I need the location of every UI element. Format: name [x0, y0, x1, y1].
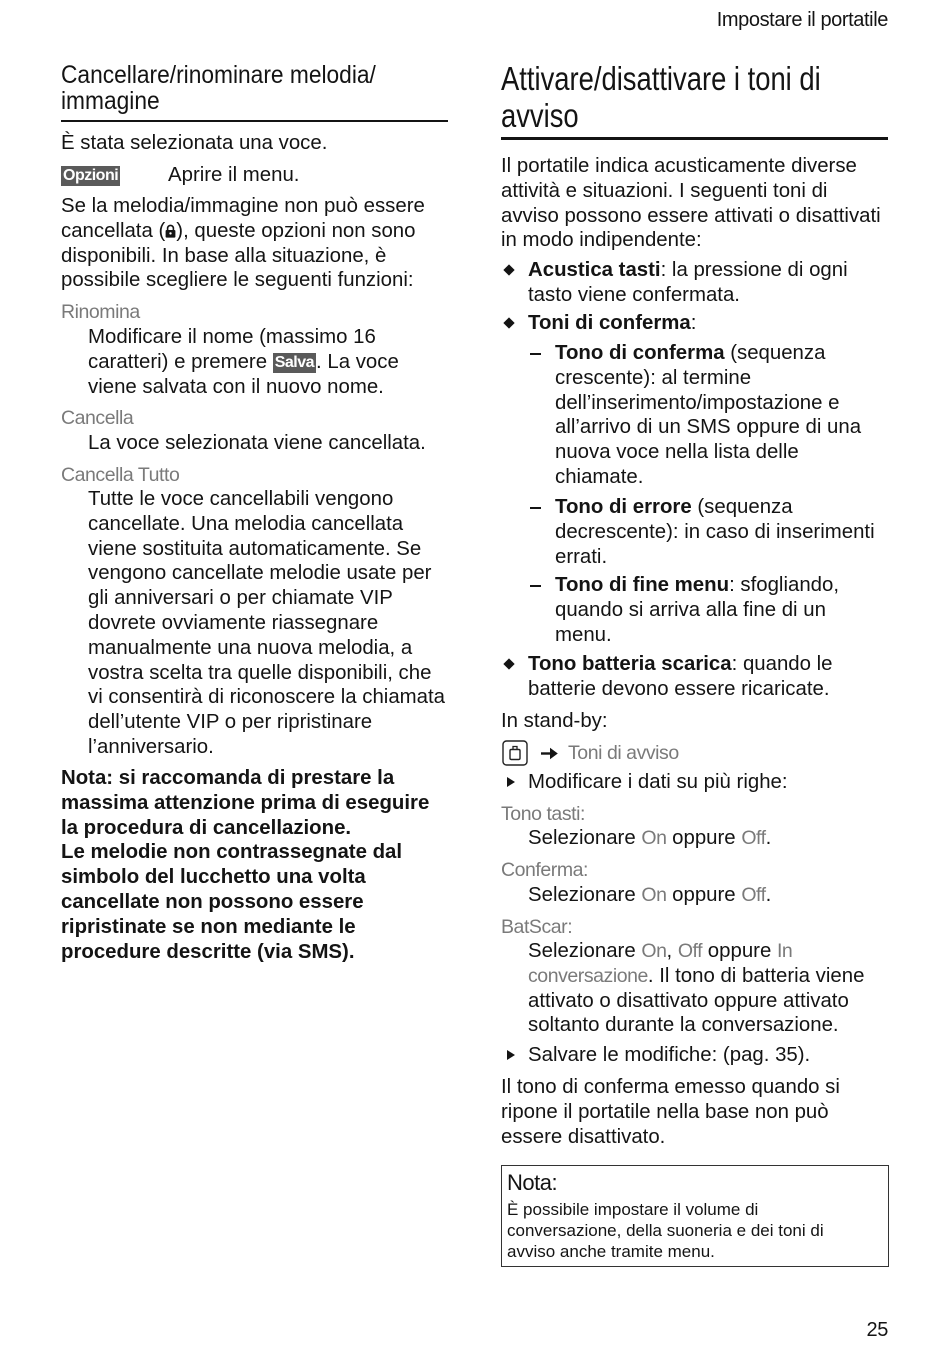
- heading-underline: [61, 120, 448, 122]
- text-run: (sequenza: [724, 342, 826, 364]
- text-line: [88, 561, 445, 586]
- text-line: [61, 766, 429, 791]
- text-run: errati.: [555, 545, 608, 568]
- text-run: avviso possono essere attivati o disattivati: [501, 204, 881, 227]
- menu-option: On: [641, 884, 667, 906]
- text-run: dovrete ovviamente riassegnare: [88, 611, 379, 634]
- text-run: soltanto durante la conversazione.: [528, 1014, 839, 1037]
- bullet-item-toni-conferma: [501, 311, 696, 336]
- text-run: : la pressione di ogni: [660, 259, 848, 281]
- text-line: [61, 244, 425, 269]
- text-run: avviso anche tramite menu.: [507, 1242, 715, 1261]
- setting-description-tono-tasti: [528, 826, 771, 851]
- sub-item-text: [555, 495, 875, 569]
- text-run: Le melodie non contrassegnate dal: [61, 841, 403, 864]
- setting-label-conferma: Conferma:: [501, 859, 588, 881]
- text-line: [555, 545, 875, 570]
- sub-item-text: [555, 573, 839, 647]
- bold-term: Tono batteria scarica: [528, 653, 732, 675]
- text-run: Il tono di conferma emesso quando si: [501, 1076, 840, 1098]
- text-run: quando si arriva alla fine di un: [555, 598, 826, 621]
- text-run: vengono cancellate melodie usate per: [88, 562, 432, 585]
- text-line: [555, 623, 839, 648]
- text-run: cancellata (: [61, 219, 166, 242]
- text-run: possibile scegliere le seguenti funzioni:: [61, 269, 414, 292]
- text-run: È possibile impostare il volume di: [507, 1200, 759, 1219]
- text-line: [88, 710, 445, 735]
- text-line: [61, 219, 425, 244]
- text-line: [555, 415, 861, 440]
- heading-line: avviso: [501, 97, 579, 134]
- note-body: [507, 1199, 888, 1262]
- text-line: [555, 465, 861, 490]
- text-line: [88, 375, 399, 400]
- text-line: [501, 204, 881, 229]
- condition-paragraph: [61, 194, 425, 293]
- bold-term: Acustica tasti: [528, 259, 661, 281]
- setting-description-batscar: [528, 939, 864, 1038]
- section-heading-delete-rename: [61, 62, 376, 114]
- text-line: [555, 440, 861, 465]
- text-line: [61, 791, 429, 816]
- text-line: [528, 939, 864, 964]
- text-line: [528, 283, 848, 308]
- text-run: disponibili. In base alla situazione, è: [61, 244, 387, 267]
- text-run: massima attenzione prima di eseguire: [61, 791, 430, 814]
- text-line: [88, 537, 445, 562]
- sub-item-tono-conferma: [528, 341, 861, 490]
- text-run: chiamate.: [555, 465, 644, 488]
- text-line: [88, 685, 445, 710]
- text-run: ), queste opzioni non sono: [176, 219, 416, 242]
- text-run: l’anniversario.: [88, 735, 214, 758]
- section-heading-alert-tones: [501, 60, 821, 134]
- text-line: [555, 598, 839, 623]
- text-run: cancellate non possono essere: [61, 890, 364, 913]
- text-line: [61, 194, 425, 219]
- text-line: [528, 677, 833, 702]
- step-edit: [501, 770, 788, 795]
- menu-path: [501, 740, 701, 767]
- text-line: [528, 883, 771, 908]
- text-run: .: [765, 827, 772, 849]
- text-run: crescente): al termine: [555, 366, 752, 389]
- standby-text: In stand-by:: [501, 710, 608, 732]
- text-line: [61, 865, 429, 890]
- setting-label-tono-tasti: Tono tasti:: [501, 803, 585, 825]
- intro-paragraph: [501, 154, 881, 253]
- text-run: batterie devono essere ricaricate.: [528, 677, 830, 700]
- text-line: [528, 258, 848, 283]
- option-label-rinomina: Rinomina: [61, 301, 140, 323]
- page-number: 25: [866, 1319, 888, 1341]
- text-line: [501, 1125, 840, 1150]
- text-line: [61, 816, 429, 841]
- text-line: [88, 636, 445, 661]
- text-run: Il portatile indica acusticamente diverse: [501, 155, 857, 177]
- text-run: La voce selezionata viene cancellata.: [88, 432, 426, 454]
- menu-option: In: [776, 940, 793, 962]
- text-line: [88, 325, 399, 350]
- text-line: [555, 366, 861, 391]
- text-line: [555, 573, 839, 598]
- diamond-bullet-icon: [503, 659, 514, 670]
- menu-option: Off: [741, 827, 766, 849]
- text-run: dell’inserimento/impostazione e: [555, 391, 840, 414]
- text-run: in modo indipendente:: [501, 229, 702, 252]
- text-run: manualmente una nuova melodia, a: [88, 636, 413, 659]
- menu-option: Off: [677, 940, 703, 962]
- bold-term: Toni di conferma: [528, 312, 691, 334]
- text-run: . Il tono di batteria viene: [647, 964, 865, 987]
- option-label-cancella-tutto: Cancella Tutto: [61, 464, 180, 486]
- text-run: vostra scelta tra quelle disponibili, che: [88, 661, 432, 684]
- option-description-cancella: [88, 431, 426, 456]
- text-run: Nota: si raccomanda di prestare la: [61, 767, 395, 789]
- step-triangle-icon: [507, 777, 515, 787]
- text-line: [501, 154, 881, 179]
- text-run: . La voce: [316, 350, 399, 373]
- text-line: [61, 940, 429, 965]
- text-run: tasto viene confermata.: [528, 283, 740, 306]
- text-line: [555, 520, 875, 545]
- dash-marker: [530, 585, 541, 587]
- bullet-text: [528, 258, 848, 308]
- text-run: Selezionare: [528, 827, 642, 849]
- step-text: Salvare le modifiche: (pag. 35).: [528, 1044, 811, 1066]
- heading-line: Attivare/disattivare i toni di: [501, 60, 821, 97]
- text-line: [501, 179, 881, 204]
- text-run: attivato o disattivato oppure attivato: [528, 989, 849, 1012]
- text-line: [88, 487, 445, 512]
- text-run: nuova voce nella lista delle: [555, 441, 799, 464]
- lock-icon: [165, 224, 176, 238]
- bullet-text: [528, 311, 696, 336]
- heading-line: immagine: [61, 87, 160, 115]
- text-run: :: [690, 312, 697, 334]
- text-line: [528, 826, 771, 851]
- text-line: [61, 840, 429, 865]
- menu-option: On: [641, 827, 667, 849]
- text-run: caratteri) e premere: [88, 350, 273, 373]
- text-line: [61, 890, 429, 915]
- text-run: ripristinate se non mediante le: [61, 915, 356, 938]
- text-line: [61, 268, 425, 293]
- opzioni-softkey: Opzioni: [63, 167, 119, 184]
- text-run: conversazione, della suoneria e dei toni di: [507, 1221, 824, 1240]
- sub-item-tono-fine-menu: [528, 573, 839, 647]
- text-line: [88, 431, 426, 456]
- sub-item-text: [555, 341, 861, 490]
- bullet-item-acustica-tasti: [501, 258, 848, 308]
- text-run: Modificare il nome (massimo 16: [88, 326, 376, 348]
- text-run: attività e situazioni. I seguenti toni di: [501, 179, 828, 202]
- dash-marker: [530, 507, 541, 509]
- text-line: [555, 341, 861, 366]
- text-run: .: [765, 884, 772, 906]
- running-header: Impostare il portatile: [716, 9, 888, 31]
- option-description-rinomina: [88, 325, 399, 399]
- diamond-bullet-icon: [503, 318, 514, 329]
- text-line: [88, 611, 445, 636]
- softkey-step-text: Aprire il menu.: [168, 164, 300, 186]
- arrow-right-icon: [541, 747, 558, 760]
- text-run: cancellate. Una melodia cancellata: [88, 512, 404, 535]
- text-run: menu.: [555, 623, 612, 646]
- intro-text: È stata selezionata una voce.: [61, 132, 328, 154]
- text-run: vi consentirà di riconoscere la chiamata: [88, 686, 446, 709]
- text-line: [528, 652, 833, 677]
- softkey-label: Salva: [274, 353, 315, 371]
- text-run: (sequenza: [691, 496, 793, 518]
- text-run: viene sostituita automaticamente. Se: [88, 537, 422, 560]
- text-run: : quando le: [731, 653, 833, 675]
- step-text: Modificare i dati su più righe:: [528, 771, 788, 793]
- text-line: [555, 391, 861, 416]
- bold-term: Tono di errore: [555, 496, 692, 518]
- closing-paragraph: [501, 1075, 840, 1149]
- text-run: Selezionare: [528, 884, 642, 906]
- dash-marker: [530, 353, 541, 355]
- text-run: Se la melodia/immagine non può essere: [61, 195, 425, 217]
- text-run: dell’utente VIP o per ripristinare: [88, 711, 373, 734]
- text-run: Selezionare: [528, 940, 642, 962]
- text-line: [528, 964, 864, 989]
- text-run: essere disattivato.: [501, 1125, 666, 1148]
- text-run: oppure: [702, 940, 777, 962]
- text-run: la procedura di cancellazione.: [61, 816, 352, 839]
- text-run: oppure: [666, 884, 742, 906]
- text-line: [61, 915, 429, 940]
- menu-key-icon: [502, 740, 528, 766]
- bullet-text: [528, 652, 833, 702]
- text-line: [507, 1241, 888, 1262]
- text-run: simbolo del lucchetto una volta: [61, 866, 366, 889]
- menu-option: conversazione: [528, 964, 648, 987]
- text-line: [555, 495, 875, 520]
- text-line: [88, 350, 399, 375]
- text-line: [88, 735, 445, 760]
- menu-item-toni-di-avviso: Toni di avviso: [568, 742, 679, 764]
- menu-option: On: [641, 940, 667, 962]
- heading-line: Cancellare/rinominare melodia/: [61, 61, 376, 89]
- text-line: [88, 586, 445, 611]
- text-run: oppure: [666, 827, 742, 849]
- bullet-item-batteria-scarica: [501, 652, 833, 702]
- option-label-cancella: Cancella: [61, 407, 134, 429]
- text-run: procedure descritte (via SMS).: [61, 940, 355, 963]
- menu-option: Off: [741, 884, 766, 906]
- text-run: Tutte le voce cancellabili vengono: [88, 488, 394, 510]
- setting-description-conferma: [528, 883, 771, 908]
- text-line: [507, 1220, 888, 1241]
- text-run: ripone il portatile nella base non può: [501, 1100, 829, 1123]
- note-title: Nota:: [507, 1170, 558, 1195]
- heading-rule: [501, 137, 888, 140]
- text-line: [507, 1199, 888, 1220]
- text-run: all’arrivo di un SMS oppure di una: [555, 416, 862, 439]
- text-line: [501, 1100, 840, 1125]
- step-save: [501, 1043, 810, 1068]
- bold-term: Tono di conferma: [555, 342, 725, 364]
- softkey-step: [61, 163, 120, 188]
- text-line: [501, 228, 881, 253]
- text-line: [88, 512, 445, 537]
- sub-item-tono-errore: [528, 495, 875, 569]
- text-line: [528, 989, 864, 1014]
- text-run: decrescente): in caso di inserimenti: [555, 520, 875, 543]
- setting-label-batscar: BatScar:: [501, 916, 573, 938]
- text-run: : sfogliando,: [729, 574, 840, 596]
- text-line: [501, 1075, 840, 1100]
- option-description-cancella-tutto: [88, 487, 445, 760]
- text-run: viene salvata con il nuovo nome.: [88, 375, 384, 398]
- text-run: ,: [666, 940, 678, 962]
- text-line: [528, 1013, 864, 1038]
- note-box: [501, 1165, 889, 1267]
- text-line: [88, 661, 445, 686]
- text-line: [528, 311, 696, 336]
- bold-term: Tono di fine menu: [555, 574, 730, 596]
- step-triangle-icon: [507, 1050, 515, 1060]
- text-run: gli anniversari o per chiamate VIP: [88, 587, 393, 610]
- diamond-bullet-icon: [503, 265, 514, 276]
- warning-note: [61, 766, 429, 964]
